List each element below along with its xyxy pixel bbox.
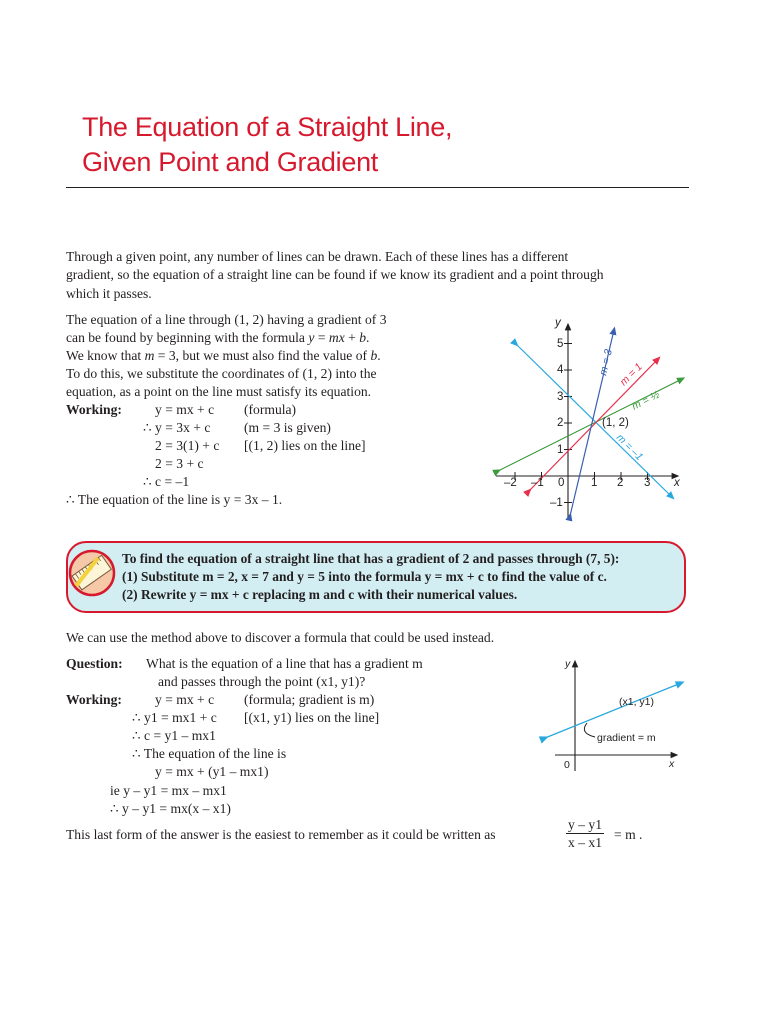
origin-label: 0 xyxy=(564,759,570,771)
y-axis-label-2: y xyxy=(565,658,571,670)
general-step-3: ∴ c = y1 – mx1 xyxy=(132,728,216,743)
y-axis-label: y xyxy=(555,317,561,329)
general-step-2: ∴ y1 = mx1 + c xyxy=(132,710,217,725)
fraction-denominator: x – x1 xyxy=(568,835,602,850)
label-m1: m = 1 xyxy=(617,360,645,389)
gradient-label: gradient = m xyxy=(597,732,656,744)
label-mhalf: m = ½ xyxy=(629,388,662,413)
general-step-6: ie y – y1 = mx – mx1 xyxy=(110,783,227,798)
y-tick-neg1: –1 xyxy=(550,497,563,509)
working-step-1: y = mx + c xyxy=(155,402,215,417)
tip-line-2: (1) Substitute m = 2, x = 7 and y = 5 into the formula y = mx + c to find the value of c. xyxy=(122,569,607,584)
intro-line-2: gradient, so the equation of a straight line can be found if we know its gradient and a point through xyxy=(66,267,604,283)
x-tick-3: 3 xyxy=(644,477,651,489)
intro-line-1: Through a given point, any number of lines can be drawn. Each of these lines has a different xyxy=(66,249,569,264)
gradient-fraction xyxy=(566,816,604,851)
example-line-4: To do this, we substitute the coordinates of (1, 2) into the xyxy=(66,366,377,381)
question-line-2: and passes through the point (x1, y1)? xyxy=(158,674,366,689)
working-label-2: Working: xyxy=(66,692,122,707)
working-step-2: ∴ y = 3x + c xyxy=(143,420,211,435)
tip-text xyxy=(122,550,619,604)
example-conclusion: ∴ The equation of the line is y = 3x – 1. xyxy=(66,492,283,507)
tip-line-3: (2) Rewrite y = mx + c replacing m and c with their numerical values. xyxy=(122,587,518,602)
x-tick-neg2: –2 xyxy=(504,477,517,489)
working-note-3: [(1, 2) lies on the line] xyxy=(244,438,366,453)
general-step-4: ∴ The equation of the line is xyxy=(132,746,287,761)
title-line-1: The Equation of a Straight Line, xyxy=(82,112,453,142)
page-title xyxy=(82,110,452,180)
gradient-lines-graph xyxy=(486,310,696,525)
example-line-2: can be found by beginning with the formula y = mx + b. xyxy=(66,330,370,345)
point-label-2: (x1, y1) xyxy=(619,696,655,708)
example-line-3: We know that m = 3, but we must also find the value of b. xyxy=(66,348,381,363)
ruler-icon xyxy=(68,548,120,598)
y-tick-4: 4 xyxy=(557,364,564,376)
working-step-4: 2 = 3 + c xyxy=(155,456,204,471)
general-line-graph xyxy=(535,655,685,775)
example-line-5: equation, as a point on the line must satisfy its equation. xyxy=(66,384,372,399)
x-tick-1: 1 xyxy=(591,477,598,489)
general-note-2: [(x1, y1) lies on the line] xyxy=(244,710,380,725)
y-tick-1: 1 xyxy=(557,444,564,456)
general-intro: We can use the method above to discover a formula that could be used instead. xyxy=(66,630,495,645)
working-note-1: (formula) xyxy=(244,402,297,417)
x-tick-0: 0 xyxy=(558,477,565,489)
intro-line-3: which it passes. xyxy=(66,285,152,301)
working-step-3: 2 = 3(1) + c xyxy=(155,438,220,453)
tip-line-1: To find the equation of a straight line that has a gradient of 2 and passes through (7, 5): xyxy=(122,551,620,566)
x-tick-neg1: –1 xyxy=(531,477,544,489)
label-m3: m = 3 xyxy=(597,348,615,377)
line-gradient-1 xyxy=(529,359,658,491)
general-note-1: (formula; gradient is m) xyxy=(244,692,375,707)
x-axis-label-2: x xyxy=(669,758,675,770)
intro-paragraph xyxy=(66,248,696,303)
working-step-5: ∴ c = –1 xyxy=(143,474,190,489)
y-tick-2: 2 xyxy=(557,417,564,429)
title-line-2: Given Point and Gradient xyxy=(82,147,378,177)
gradient-pointer xyxy=(584,723,595,737)
question-label: Question: xyxy=(66,656,123,671)
working-note-2: (m = 3 is given) xyxy=(244,420,331,435)
general-line xyxy=(545,683,681,738)
general-step-7: ∴ y – y1 = mx(x – x1) xyxy=(110,801,231,816)
point-label: (1, 2) xyxy=(602,417,629,429)
fraction-rhs: = m . xyxy=(614,827,643,842)
y-tick-3: 3 xyxy=(557,391,564,403)
y-tick-5: 5 xyxy=(557,338,564,350)
title-rule xyxy=(66,187,689,188)
label-mneg1: m = –1 xyxy=(613,431,646,464)
example-line-1: The equation of a line through (1, 2) having a gradient of 3 xyxy=(66,312,387,327)
x-tick-2: 2 xyxy=(617,477,624,489)
fraction-numerator: y – y1 xyxy=(568,817,602,832)
working-label: Working: xyxy=(66,402,122,417)
question-line-1: What is the equation of a line that has a gradient m xyxy=(146,656,423,671)
general-step-5: y = mx + (y1 – mx1) xyxy=(155,764,269,779)
general-step-1: y = mx + c xyxy=(155,692,215,707)
final-text: This last form of the answer is the easiest to remember as it could be written as xyxy=(66,827,496,842)
x-axis-label: x xyxy=(674,477,680,489)
